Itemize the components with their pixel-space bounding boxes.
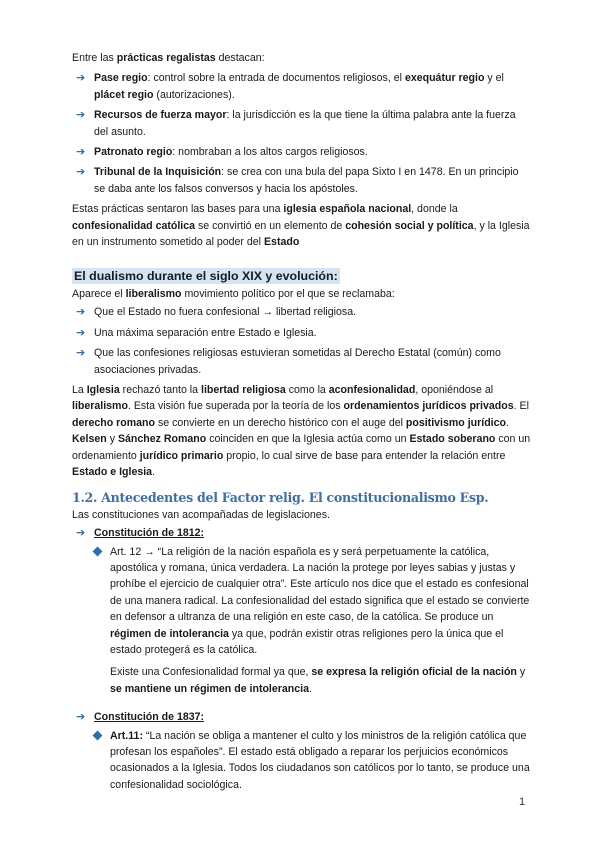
paragraph-bases: Estas prácticas sentaron las bases para una iglesia española nacional, donde la confesionalidad católica se convirtió en un elemento de cohesión social y política, y la Iglesia en un instrumento sometido al poder del Estado	[72, 203, 530, 249]
intro-line: Entre las prácticas regalistas destacan:	[72, 52, 265, 64]
list-item: ➔ Una máxima separación entre Estado e Iglesia.	[72, 325, 532, 341]
arrow-right-icon: ➔	[76, 711, 86, 724]
list-item: ➔ Recursos de fuerza mayor: la jurisdicción es la que tiene la última palabra ante la fuerza del asunto.	[76, 109, 516, 138]
formal-confessionality-note: Existe una Confesionalidad formal ya que, se expresa la religión oficial de la nación y se mantiene un régimen de intolerancia.	[110, 666, 526, 695]
list-item: ➔ Pase regio: control sobre la entrada de documentos religiosos, el exequátur regio y el plácet regio (autorizaciones).	[76, 72, 504, 101]
arrow-right-icon: ➔	[76, 306, 86, 319]
paragraph-church: La Iglesia rechazó tanto la libertad religiosa como la aconfesionalidad, oponiéndose al liberalismo. Esta visión fue superada por la teoría de los ordenamientos jurídicos privados. El derecho romano se convierte en un derecho histórico con el auge del positivismo jurídico. Kelsen y Sánchez Romano coinciden en que la Iglesia actúa como un Estado soberano con un ordenamiento jurídico primario propio, lo cual sirve de base para entender la relación entre Estado e Iglesia.	[72, 383, 531, 478]
section-heading: El dualismo durante el siglo XIX y evolución:	[74, 269, 338, 284]
article-12: Art. 12 → “La religión de la nación española es y será perpetuamente la católica, apostólica y romana, única verdadera. La nación la protege por leyes sabias y justas y prohíbe el ejercicio de cualquier otra”. Este artículo nos dice que el estado es confesional de una manera radical. La confesionalidad del estado significa que el estado se convierte en defensor a ultranza de una religión en este caso, de la católica. Se produce un régimen de intolerancia ya que, podrán existir otras religiones pero la única que el estado protegerá es la católica.	[72, 544, 532, 659]
article-11: Art.11: “La nación se obliga a mantener el culto y los ministros de la religión católica que profesan los españoles”. El estado está obligado a reparar los perjuicios económicos ocasionados a la Iglesia. Todos los ciudadanos son católicos por lo tanto, se produce una confesionalidad sociológica.	[72, 728, 532, 794]
list-item: ➔ Patronato regio: nombraban a los altos cargos religiosos.	[72, 144, 532, 160]
subsection-intro: Las constituciones van acompañadas de legislaciones.	[72, 508, 330, 521]
arrow-right-icon: ➔	[76, 72, 86, 85]
arrow-right-icon: ➔	[76, 146, 86, 159]
arrow-right-icon: ➔	[76, 527, 86, 540]
constitution-1837-heading: ➔ Constitución de 1837:	[72, 709, 532, 725]
page-number: 1	[519, 796, 526, 808]
subsection-heading: 1.2. Antecedentes del Factor relig. El constitucionalismo Esp.	[72, 490, 489, 506]
document-page	[72, 50, 532, 793]
liberalism-demands-list	[72, 304, 532, 378]
constitution-1812-heading: ➔ Constitución de 1812:	[72, 525, 532, 541]
list-item: ➔ Que el Estado no fuera confesional → libertad religiosa.	[72, 304, 532, 320]
arrow-right-icon: ➔	[76, 166, 86, 179]
list-item: ➔ Que las confesiones religiosas estuvieran sometidas al Derecho Estatal (común) como asociaciones privadas.	[76, 347, 501, 376]
diamond-icon	[93, 546, 103, 556]
liberalism-intro: Aparece el liberalismo movimiento político por el que se reclamaba:	[72, 287, 395, 300]
diamond-icon	[93, 730, 103, 740]
regalist-practices-list	[72, 70, 532, 197]
arrow-right-icon: ➔	[76, 347, 86, 360]
arrow-right-icon: ➔	[76, 109, 86, 122]
list-item: ➔ Tribunal de la Inquisición: se crea con una bula del papa Sixto I en 1478. En un principio se daba ante los falsos conversos y hacia los apóstoles.	[76, 166, 519, 195]
arrow-right-icon: ➔	[76, 326, 86, 339]
